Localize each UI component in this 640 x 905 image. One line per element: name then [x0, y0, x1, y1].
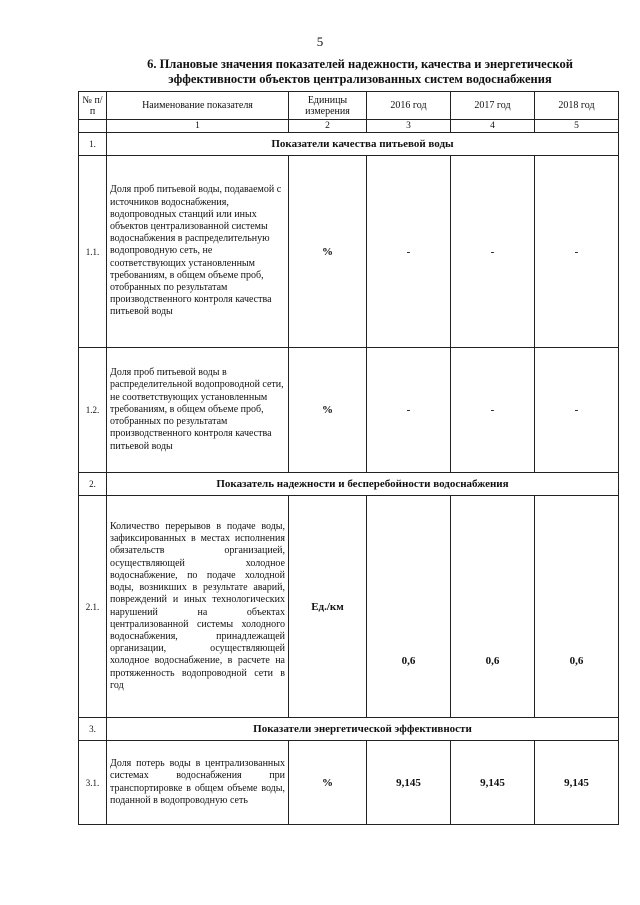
document-title [100, 57, 620, 87]
section-title: Показатель надежности и бесперебойности водоснабжения [107, 473, 619, 496]
table-row [79, 348, 619, 473]
table-row [79, 741, 619, 825]
title-line-1: 6. Плановые значения показателей надежности, качества и энергетической [147, 57, 573, 71]
index-cell: 2 [289, 120, 367, 133]
table-row [79, 156, 619, 348]
section-row [79, 133, 619, 156]
value-2016: 9,145 [367, 741, 451, 825]
value-2017: - [451, 156, 535, 348]
row-number: 3.1. [79, 741, 107, 825]
header-row [79, 92, 619, 120]
header-name: Наименование показателя [107, 92, 289, 120]
indicator-name: Доля проб питьевой воды в распределительной водопроводной сети, не соответствующих установленным требованиям, в общем объеме проб, отобранных по результатам производственного контроля качества питьевой воды [107, 348, 289, 473]
index-cell: 3 [367, 120, 451, 133]
row-number: 1.2. [79, 348, 107, 473]
header-2017: 2017 год [451, 92, 535, 120]
section-number: 2. [79, 473, 107, 496]
value-2018: - [535, 348, 619, 473]
unit-value: % [289, 156, 367, 348]
row-number: 1.1. [79, 156, 107, 348]
value-2016: - [367, 156, 451, 348]
header-2016: 2016 год [367, 92, 451, 120]
section-row [79, 718, 619, 741]
header-unit: Единицы измерения [289, 92, 367, 120]
index-cell: 5 [535, 120, 619, 133]
unit-value: % [289, 741, 367, 825]
indicator-name: Доля проб питьевой воды, подаваемой с источников водоснабжения, водопроводных станций или иных объектов централизованной системы водоснабжения в распределительную водопроводную сеть, не соответствующих установленным требованиям, в общем объеме проб, отобранных по результатам производственного контроля качества питьевой воды [107, 156, 289, 348]
value-2018: - [535, 156, 619, 348]
section-number: 1. [79, 133, 107, 156]
title-line-2: эффективности объектов централизованных систем водоснабжения [168, 72, 552, 86]
unit-value: Ед./км [289, 496, 367, 718]
indicator-name: Количество перерывов в подаче воды, зафиксированных в местах исполнения обязательств организацией, осуществляющей холодное водоснабжение, по подаче холодной воды, возникших в результате аварий, повреждений и иных технологических нарушений на объектах централизованной системы холодного водоснабжения, принадлежащей организации, осуществляющей холодное водоснабжение, в расчете на протяженность водопроводной сети в год [107, 496, 289, 718]
column-index-row [79, 120, 619, 133]
indicator-name: Доля потерь воды в централизованных системах водоснабжения при транспортировке в общем объеме воды, поданной в водопроводную сеть [107, 741, 289, 825]
value-2017: - [451, 348, 535, 473]
page-number: 5 [316, 34, 324, 49]
section-title: Показатели качества питьевой воды [107, 133, 619, 156]
index-cell: 1 [107, 120, 289, 133]
value-2017: 9,145 [451, 741, 535, 825]
value-2018: 0,6 [535, 496, 619, 718]
indicators-table [78, 91, 619, 825]
value-2016: - [367, 348, 451, 473]
value-2018: 9,145 [535, 741, 619, 825]
table-row [79, 496, 619, 718]
section-number: 3. [79, 718, 107, 741]
header-num: № п/п [79, 92, 107, 120]
index-cell-blank [79, 120, 107, 133]
index-cell: 4 [451, 120, 535, 133]
row-number: 2.1. [79, 496, 107, 718]
value-2017: 0,6 [451, 496, 535, 718]
unit-value: % [289, 348, 367, 473]
section-row [79, 473, 619, 496]
section-title: Показатели энергетической эффективности [107, 718, 619, 741]
header-2018: 2018 год [535, 92, 619, 120]
value-2016: 0,6 [367, 496, 451, 718]
